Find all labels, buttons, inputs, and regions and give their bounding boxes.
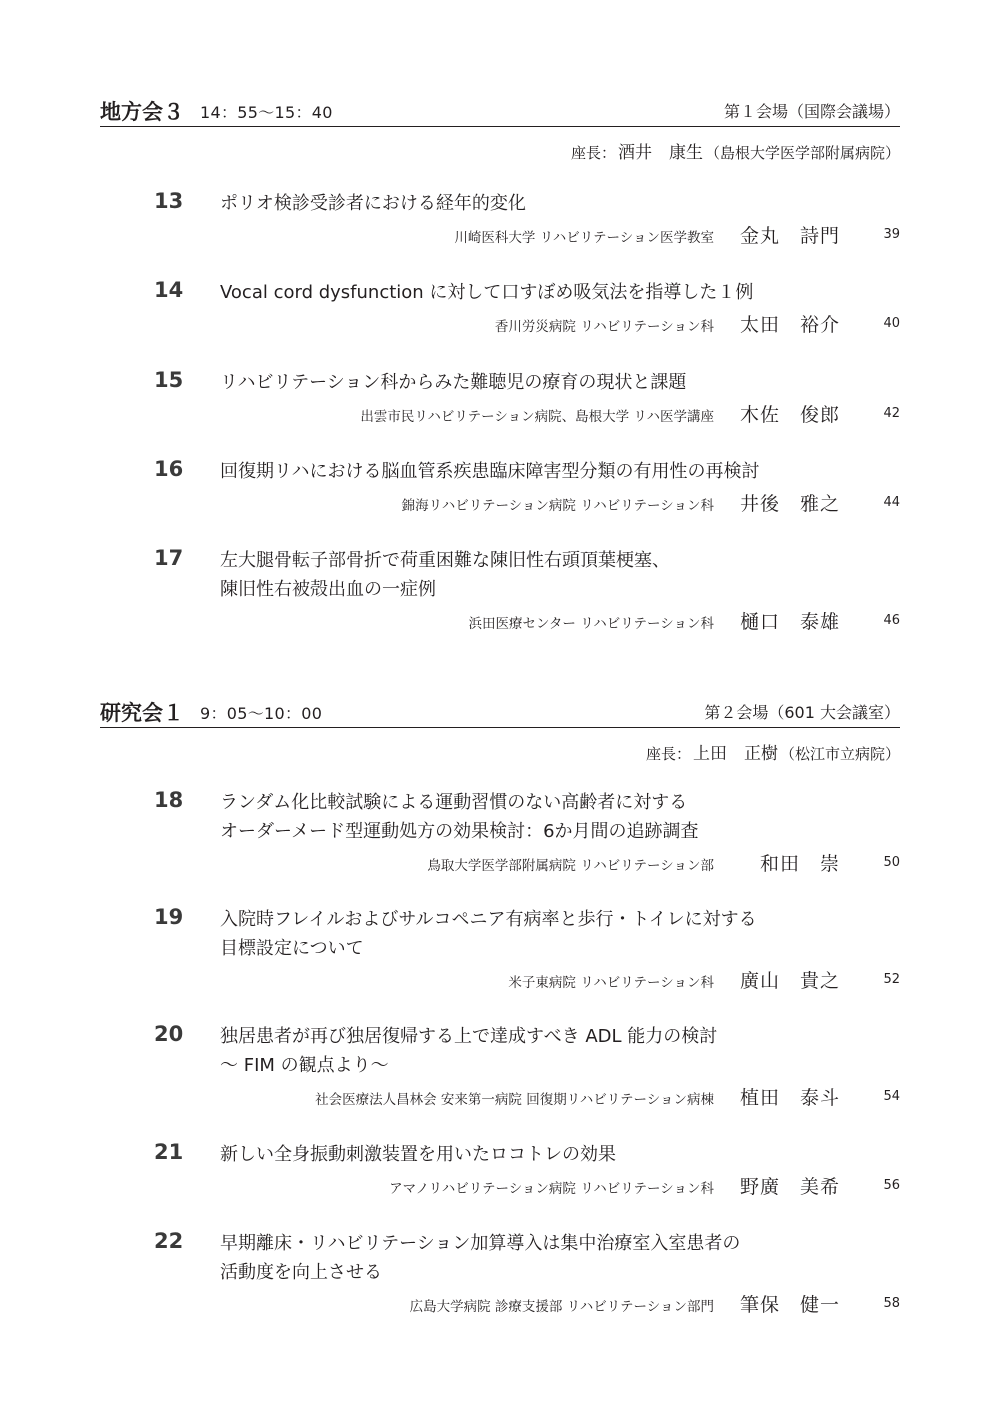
entry-number: 20 bbox=[154, 1022, 184, 1046]
entry-meta bbox=[100, 607, 900, 637]
entry-title-line: 活動度を向上させる bbox=[220, 1262, 382, 1283]
entry-title-line: リハビリテーション科からみた難聴児の療育の現状と課題 bbox=[220, 372, 687, 393]
entry-author: 金丸 詩門 bbox=[739, 225, 840, 247]
session-venue: 第１会場（国際会議場） bbox=[723, 102, 900, 121]
entry-page-number: 46 bbox=[883, 613, 900, 628]
entry-meta bbox=[100, 310, 900, 340]
entry-affiliation: 社会医療法人昌林会 安来第一病院 回復期リハビリテーション病棟 bbox=[315, 1092, 714, 1108]
entry-affiliation: 鳥取大学医学部附属病院 リハビリテーション部 bbox=[427, 858, 714, 874]
entry-number: 18 bbox=[154, 788, 184, 812]
entry-number: 17 bbox=[154, 546, 184, 570]
entry-title bbox=[220, 278, 753, 307]
entry-meta bbox=[100, 849, 900, 879]
entry-number: 21 bbox=[154, 1140, 184, 1164]
entry-affiliation: アマノリハビリテーション病院 リハビリテーション科 bbox=[389, 1181, 714, 1197]
session-chair bbox=[646, 739, 900, 764]
entry-meta bbox=[100, 966, 900, 996]
entry-title-line: ランダム化比較試験による運動習慣のない高齢者に対する bbox=[220, 792, 688, 813]
session-header bbox=[100, 697, 900, 728]
entry-number: 14 bbox=[154, 278, 184, 302]
session-chiho-3 bbox=[100, 96, 900, 163]
entry-title-line: 新しい全身振動刺激装置を用いたロコトレの効果 bbox=[220, 1144, 616, 1165]
entry-title bbox=[220, 788, 699, 846]
entry-number: 16 bbox=[154, 457, 184, 481]
chair-name: 酒井 康生 bbox=[617, 143, 703, 163]
entry-title-line: ～ FIM の観点より～ bbox=[220, 1055, 389, 1076]
entry-page-number: 39 bbox=[883, 227, 900, 242]
entry-title bbox=[220, 1229, 740, 1287]
entry-page-number: 52 bbox=[883, 972, 900, 987]
entry-title bbox=[220, 1140, 616, 1169]
entry-page-number: 40 bbox=[883, 316, 900, 331]
entry-page-number: 54 bbox=[883, 1089, 900, 1104]
entry-meta bbox=[100, 1290, 900, 1320]
entry-title-line: 左大腿骨転子部骨折で荷重困難な陳旧性右頭頂葉梗塞、 bbox=[220, 550, 670, 571]
entry-author: 筆保 健一 bbox=[739, 1294, 840, 1316]
entry-meta bbox=[100, 221, 900, 251]
entry-author: 井後 雅之 bbox=[739, 493, 840, 515]
entry-title-line: 目標設定について bbox=[220, 938, 364, 959]
entry-title bbox=[220, 457, 759, 486]
chair-affiliation: （島根大学医学部附属病院） bbox=[704, 144, 900, 162]
entry-affiliation: 米子東病院 リハビリテーション科 bbox=[508, 975, 714, 991]
entry-number: 19 bbox=[154, 905, 184, 929]
session-venue: 第２会場（601 大会議室） bbox=[704, 703, 900, 722]
entry-affiliation: 川崎医科大学 リハビリテーション医学教室 bbox=[454, 230, 714, 246]
entry-title bbox=[220, 1022, 717, 1080]
entry-meta bbox=[100, 400, 900, 430]
entry-meta bbox=[100, 1172, 900, 1202]
entry-author: 木佐 俊郎 bbox=[739, 404, 840, 426]
entry-page-number: 42 bbox=[883, 406, 900, 421]
entry-affiliation: 香川労災病院 リハビリテーション科 bbox=[494, 319, 714, 335]
entry-number: 22 bbox=[154, 1229, 184, 1253]
entry-title-line: 回復期リハにおける脳血管系疾患臨床障害型分類の有用性の再検討 bbox=[220, 461, 760, 482]
entry-title-line: ポリオ検診受診者における経年的変化 bbox=[220, 193, 526, 214]
entry-author: 廣山 貴之 bbox=[739, 970, 840, 992]
chair-name: 上田 正樹 bbox=[692, 744, 778, 764]
entry-author: 和田 崇 bbox=[759, 853, 840, 875]
entry-title-line: 入院時フレイルおよびサルコペニア有病率と歩行・トイレに対する bbox=[220, 909, 757, 930]
entry-title-line: 早期離床・リハビリテーション加算導入は集中治療室入室患者の bbox=[220, 1233, 741, 1254]
entry-page-number: 58 bbox=[883, 1296, 900, 1311]
chair-label: 座長： bbox=[570, 144, 616, 162]
entry-meta bbox=[100, 1083, 900, 1113]
entry-author: 野廣 美希 bbox=[739, 1176, 840, 1198]
entry-title bbox=[220, 546, 670, 604]
entry-title-line: 陳旧性右被殻出血の一症例 bbox=[220, 579, 436, 600]
entry-number: 15 bbox=[154, 368, 184, 392]
entry-author: 樋口 泰雄 bbox=[739, 611, 840, 633]
entry-title bbox=[220, 189, 526, 218]
entry-title-line: Vocal cord dysfunction に対して口すぼめ吸気法を指導した１例 bbox=[220, 282, 754, 303]
session-time: 9：05～10：00 bbox=[200, 704, 323, 723]
entry-page-number: 44 bbox=[883, 495, 900, 510]
entry-title-line: オーダーメード型運動処方の効果検討：6か月間の追跡調査 bbox=[220, 821, 699, 842]
session-title: 地方会３ bbox=[100, 100, 184, 124]
entry-page-number: 56 bbox=[883, 1178, 900, 1193]
session-kenkyu-1 bbox=[100, 697, 900, 764]
entry-affiliation: 出雲市民リハビリテーション病院、島根大学 リハ医学講座 bbox=[360, 409, 714, 425]
entry-title-line: 独居患者が再び独居復帰する上で達成すべき ADL 能力の検討 bbox=[220, 1026, 718, 1047]
entry-title bbox=[220, 905, 757, 963]
entry-author: 植田 泰斗 bbox=[739, 1087, 840, 1109]
entry-page-number: 50 bbox=[883, 855, 900, 870]
entry-affiliation: 錦海リハビリテーション病院 リハビリテーション科 bbox=[401, 498, 714, 514]
chair-label: 座長： bbox=[645, 745, 691, 763]
entry-affiliation: 浜田医療センター リハビリテーション科 bbox=[468, 616, 714, 632]
session-header bbox=[100, 96, 900, 127]
chair-affiliation: （松江市立病院） bbox=[779, 745, 900, 763]
entry-title bbox=[220, 368, 686, 397]
entry-author: 太田 裕介 bbox=[739, 314, 840, 336]
entry-affiliation: 広島大学病院 診療支援部 リハビリテーション部門 bbox=[409, 1299, 714, 1315]
session-chair bbox=[571, 138, 900, 163]
session-time: 14：55～15：40 bbox=[200, 103, 333, 122]
entry-number: 13 bbox=[154, 189, 184, 213]
entry-meta bbox=[100, 489, 900, 519]
session-title: 研究会１ bbox=[100, 701, 184, 725]
